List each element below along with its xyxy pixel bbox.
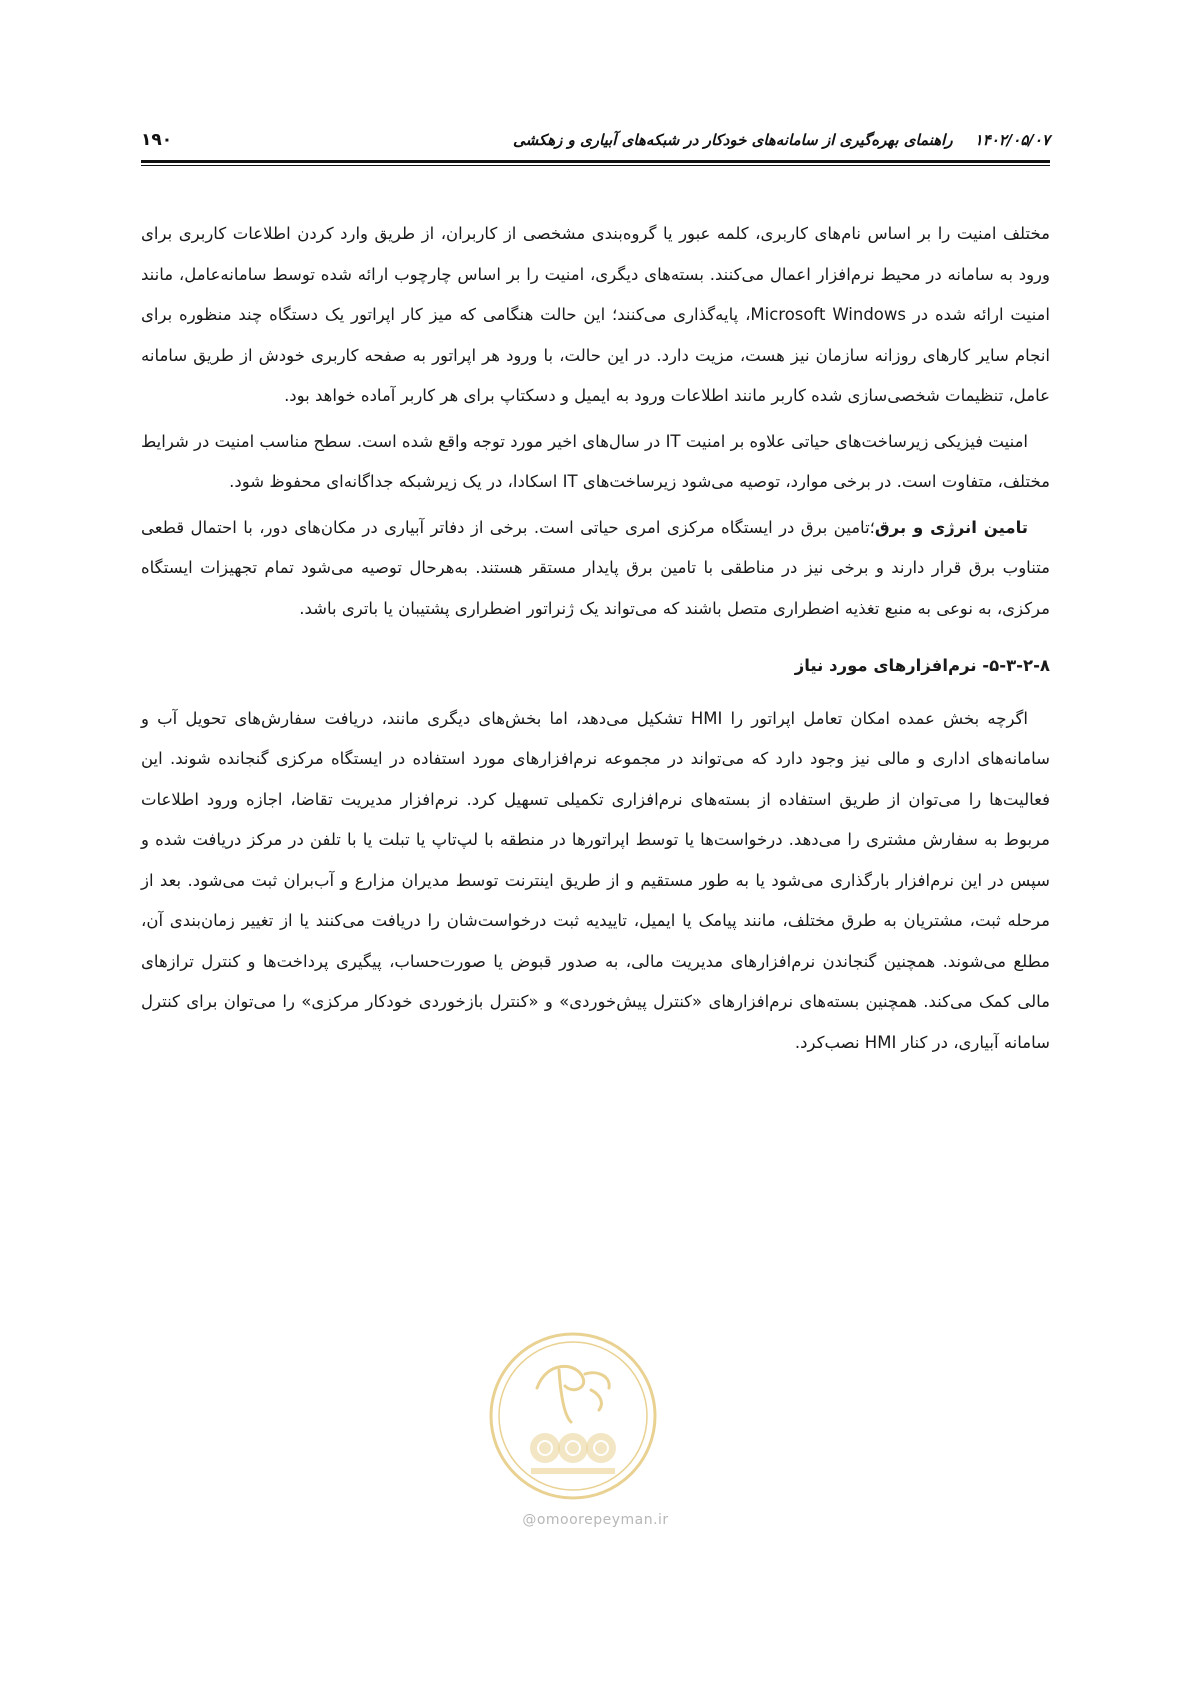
paragraph-power-supply bbox=[141, 508, 1050, 630]
header-rule-thick bbox=[141, 160, 1050, 163]
power-supply-text: ؛تامین برق در ایستگاه مرکزی امری حیاتی است. برخی از دفاتر آبیاری در مکان‌های دور، با احتمال قطعی متناوب برق قرار دارند و برخی نیز در مناطقی با تامین برق پایدار مستقر هستند. به‌هرحال توصیه می‌شود تمام تجهیزات ایستگاه مرکزی، به نوعی به منبع تغذیه اضطراری متصل باشند که می‌تواند یک ژنراتور اضطراری پشتیبان یا باتری باشد. bbox=[141, 517, 1050, 618]
watermark-seal-logo bbox=[487, 1330, 659, 1502]
header-rule-thin bbox=[141, 165, 1050, 166]
running-title bbox=[513, 131, 1050, 149]
header-row bbox=[141, 126, 1050, 154]
footer-website: @omoorepeyman.ir bbox=[522, 1512, 669, 1528]
header-date: ۱۴۰۲/۰۵/۰۷ bbox=[974, 131, 1050, 149]
section-heading: ۵-۳-۲-۸- نرم‌افزارهای مورد نیاز bbox=[794, 656, 1050, 675]
book-title: راهنمای بهره‌گیری از سامانه‌های خودکار در شبکه‌های آبیاری و زهکشی bbox=[513, 131, 953, 149]
body-text bbox=[141, 214, 1050, 1068]
paragraph-security-packages: مختلف امنیت را بر اساس نام‌های کاربری، کلمه عبور یا گروه‌بندی مشخصی از کاربران، از طریق وارد کردن اطلاعات کاربری برای ورود به سامانه در محیط نرم‌افزار اعمال می‌کنند. بسته‌های دیگری، امنیت را بر اساس چارچوب ارائه شده توسط سامانه‌عامل، مانند امنیت ارائه شده در Microsoft Windows، پایه‌گذاری می‌کنند؛ این حالت هنگامی که میز کار اپراتور یک دستگاه چند منظوره برای انجام سایر کارهای روزانه سازمان نیز هست، مزیت دارد. در این حالت، با ورود هر اپراتور به صفحه کاربری خودش از طریق سامانه عامل، تنظیمات شخصی‌سازی شده کاربر مانند اطلاعات ورود به ایمیل و دسکتاپ برای هر کاربر آماده خواهد بود. bbox=[141, 224, 1050, 405]
paragraph-required-software: اگرچه بخش عمده امکان تعامل اپراتور را HMI تشکیل می‌دهد، اما بخش‌های دیگری مانند، دریافت سفارش‌های تحویل آب و سامانه‌های اداری و مالی نیز وجود دارد که می‌تواند در مجموعه نرم‌افزارهای مورد استفاده در ایستگاه مرکزی گنجانده شوند. این فعالیت‌ها را می‌توان از طریق استفاده از بسته‌های نرم‌افزاری تکمیلی تسهیل کرد. نرم‌افزار مدیریت تقاضا، اجازه ورود اطلاعات مربوط به سفارش مشتری را می‌دهد. درخواست‌ها یا توسط اپراتورها در منطقه با لپ‌تاپ یا تبلت یا با تلفن در مرکز دریافت شده و سپس در این نرم‌افزار بارگذاری می‌شود یا به طور مستقیم و از طریق اینترنت توسط مدیران مزارع و آب‌بران ثبت می‌شود. بعد از مرحله ثبت، مشتریان به طرق مختلف، مانند پیامک یا ایمیل، تاییدیه ثبت درخواست‌شان را دریافت می‌کنند یا از تغییر زمان‌بندی آن، مطلع می‌شوند. همچنین گنجاندن نرم‌افزارهای مدیریت مالی، به صدور قبوض یا صورت‌حساب، پیگیری پرداخت‌ها و کنترل ترازهای مالی کمک می‌کند. همچنین بسته‌های نرم‌افزارهای «کنترل پیش‌خوردی» و «کنترل بازخوردی خودکار مرکزی» را می‌توان برای کنترل سامانه آبیاری، در کنار HMI نصب‌کرد. bbox=[141, 708, 1050, 1052]
power-supply-term: تامین انرژی و برق bbox=[874, 517, 1028, 537]
page-number: ۱۹۰ bbox=[141, 130, 173, 150]
page-header bbox=[141, 126, 1050, 166]
paragraph-physical-security: امنیت فیزیکی زیرساخت‌های حیاتی علاوه بر امنیت IT در سال‌های اخیر مورد توجه واقع شده است. سطح مناسب امنیت در شرایط مختلف، متفاوت است. در برخی موارد، توصیه می‌شود زیرساخت‌های IT اسکادا، در یک زیرشبکه جداگانه‌ای محفوظ شود. bbox=[141, 431, 1050, 491]
